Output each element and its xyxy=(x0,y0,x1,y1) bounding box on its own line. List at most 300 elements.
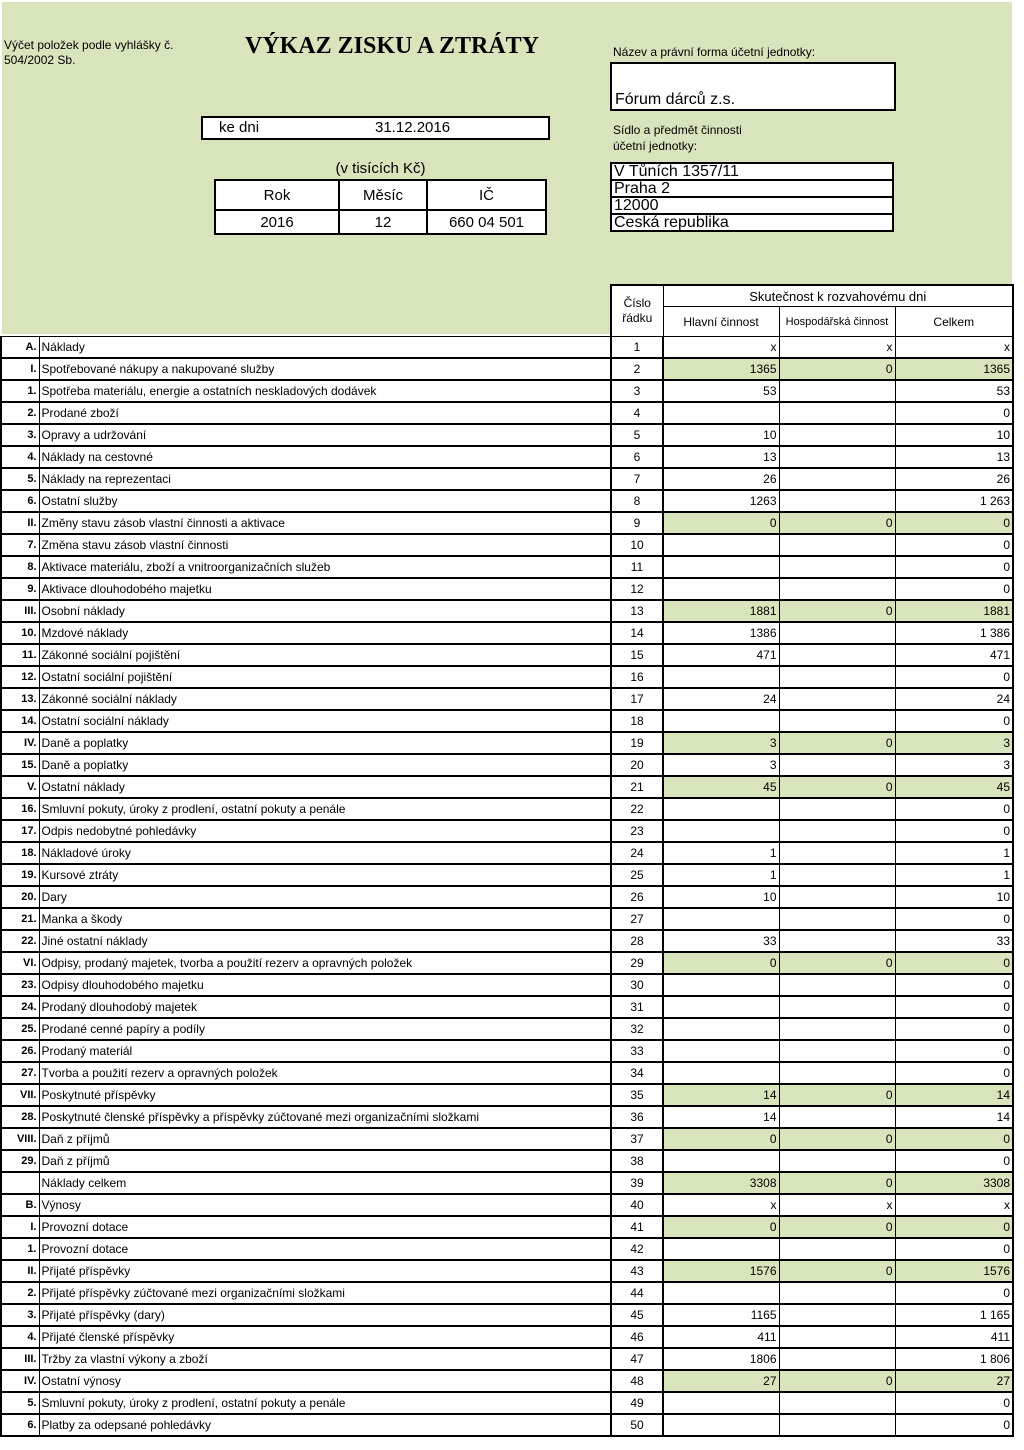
row-label: Aktivace materiálu, zboží a vnitroorganizačních služeb xyxy=(39,556,611,578)
table-row xyxy=(1,820,1013,842)
column-header-main: Hlavní činnost xyxy=(663,307,779,337)
row-label: Spotřeba materiálu, energie a ostatních neskladových dodávek xyxy=(39,380,611,402)
row-code: 1. xyxy=(1,380,39,402)
row-code: III. xyxy=(1,600,39,622)
value-main: 3 xyxy=(663,732,779,754)
row-code: 11. xyxy=(1,644,39,666)
table-row xyxy=(1,1018,1013,1040)
table-row xyxy=(1,512,1013,534)
value-economic xyxy=(779,886,895,908)
value-main xyxy=(663,908,779,930)
row-label: Ostatní výnosy xyxy=(39,1370,611,1392)
header-spacer xyxy=(39,307,611,337)
period-id-table xyxy=(214,179,547,235)
value-main xyxy=(663,1062,779,1084)
row-number: 11 xyxy=(611,556,663,578)
value-total: 14 xyxy=(895,1084,1013,1106)
row-code: 20. xyxy=(1,886,39,908)
row-number: 3 xyxy=(611,380,663,402)
value-economic xyxy=(779,490,895,512)
value-main: 27 xyxy=(663,1370,779,1392)
row-label: Tržby za vlastní výkony a zboží xyxy=(39,1348,611,1370)
row-label: Přijaté členské příspěvky xyxy=(39,1326,611,1348)
value-economic: 0 xyxy=(779,732,895,754)
row-number: 6 xyxy=(611,446,663,468)
value-economic xyxy=(779,864,895,886)
value-main xyxy=(663,578,779,600)
row-number: 23 xyxy=(611,820,663,842)
row-label: Poskytnuté příspěvky xyxy=(39,1084,611,1106)
seat-label xyxy=(613,122,742,154)
row-number: 20 xyxy=(611,754,663,776)
table-row xyxy=(1,468,1013,490)
value-main: 0 xyxy=(663,512,779,534)
row-code: VI. xyxy=(1,952,39,974)
table-row xyxy=(1,908,1013,930)
value-economic xyxy=(779,930,895,952)
value-main: x xyxy=(663,337,779,359)
date-value: 31.12.2016 xyxy=(375,119,451,136)
table-row xyxy=(1,358,1013,380)
value-total: 14 xyxy=(895,1106,1013,1128)
value-main: 14 xyxy=(663,1084,779,1106)
value-total: 0 xyxy=(895,1150,1013,1172)
value-economic: 0 xyxy=(779,776,895,798)
row-code: 3. xyxy=(1,1304,39,1326)
row-code: 6. xyxy=(1,1414,39,1436)
row-code: I. xyxy=(1,1216,39,1238)
value-total: 0 xyxy=(895,1238,1013,1260)
value-economic: x xyxy=(779,1194,895,1216)
row-code: A. xyxy=(1,337,39,359)
value-total: 1 xyxy=(895,864,1013,886)
value-total: 1 386 xyxy=(895,622,1013,644)
value-main: 10 xyxy=(663,886,779,908)
table-row xyxy=(1,402,1013,424)
table-row xyxy=(1,1172,1013,1194)
value-economic xyxy=(779,1304,895,1326)
value-economic xyxy=(779,754,895,776)
entity-name-label: Název a právní forma účetní jednotky: xyxy=(613,45,816,59)
table-row xyxy=(1,1216,1013,1238)
value-total: 13 xyxy=(895,446,1013,468)
seat-label-line-2: účetní jednotky: xyxy=(613,139,698,153)
row-code: VIII. xyxy=(1,1128,39,1150)
value-economic: 0 xyxy=(779,600,895,622)
row-number: 15 xyxy=(611,644,663,666)
table-row xyxy=(1,1282,1013,1304)
value-total: 0 xyxy=(895,974,1013,996)
value-total: 0 xyxy=(895,1062,1013,1084)
value-total: 24 xyxy=(895,688,1013,710)
value-economic xyxy=(779,842,895,864)
row-label: Zákonné sociální pojištění xyxy=(39,644,611,666)
value-main: 471 xyxy=(663,644,779,666)
row-label: Smluvní pokuty, úroky z prodlení, ostatní pokuty a penále xyxy=(39,798,611,820)
value-main xyxy=(663,1414,779,1436)
row-code: III. xyxy=(1,1348,39,1370)
row-number: 18 xyxy=(611,710,663,732)
table-row xyxy=(1,1348,1013,1370)
row-label: Nákladové úroky xyxy=(39,842,611,864)
value-total: x xyxy=(895,1194,1013,1216)
row-number: 10 xyxy=(611,534,663,556)
row-label: Změna stavu zásob vlastní činnosti xyxy=(39,534,611,556)
value-economic xyxy=(779,908,895,930)
value-total: 1576 xyxy=(895,1260,1013,1282)
row-code: 21. xyxy=(1,908,39,930)
row-label: Smluvní pokuty, úroky z prodlení, ostatní pokuty a penále xyxy=(39,1392,611,1414)
value-main: 1165 xyxy=(663,1304,779,1326)
value-main: 33 xyxy=(663,930,779,952)
value-total: 10 xyxy=(895,424,1013,446)
value-main: 13 xyxy=(663,446,779,468)
table-row xyxy=(1,688,1013,710)
table-row xyxy=(1,886,1013,908)
value-main: 1263 xyxy=(663,490,779,512)
value-main: 1806 xyxy=(663,1348,779,1370)
row-number: 24 xyxy=(611,842,663,864)
decree-note: Výčet položek podle vyhlášky č. 504/2002 Sb. xyxy=(4,38,174,67)
row-code: 6. xyxy=(1,490,39,512)
value-economic xyxy=(779,578,895,600)
value-total: 0 xyxy=(895,534,1013,556)
row-number: 38 xyxy=(611,1150,663,1172)
row-label: Aktivace dlouhodobého majetku xyxy=(39,578,611,600)
table-row xyxy=(1,1370,1013,1392)
value-economic xyxy=(779,1238,895,1260)
row-code: 28. xyxy=(1,1106,39,1128)
value-main: 0 xyxy=(663,952,779,974)
row-label: Přijaté příspěvky (dary) xyxy=(39,1304,611,1326)
row-code: 24. xyxy=(1,996,39,1018)
row-label: Prodaný materiál xyxy=(39,1040,611,1062)
row-number: 28 xyxy=(611,930,663,952)
value-total: 1881 xyxy=(895,600,1013,622)
value-economic xyxy=(779,402,895,424)
row-label: Daně a poplatky xyxy=(39,732,611,754)
row-number: 19 xyxy=(611,732,663,754)
value-economic xyxy=(779,1282,895,1304)
value-economic xyxy=(779,644,895,666)
row-number: 16 xyxy=(611,666,663,688)
table-row xyxy=(1,1392,1013,1414)
table-row xyxy=(1,1084,1013,1106)
row-code: 5. xyxy=(1,1392,39,1414)
value-economic xyxy=(779,688,895,710)
row-code: 27. xyxy=(1,1062,39,1084)
value-total: 33 xyxy=(895,930,1013,952)
row-number: 4 xyxy=(611,402,663,424)
value-economic xyxy=(779,1062,895,1084)
row-label: Přijaté příspěvky xyxy=(39,1260,611,1282)
row-label: Provozní dotace xyxy=(39,1238,611,1260)
row-number: 31 xyxy=(611,996,663,1018)
value-economic xyxy=(779,446,895,468)
row-code: 10. xyxy=(1,622,39,644)
row-number: 43 xyxy=(611,1260,663,1282)
row-code: 5. xyxy=(1,468,39,490)
row-label: Opravy a udržování xyxy=(39,424,611,446)
row-label: Jiné ostatní náklady xyxy=(39,930,611,952)
row-code: 3. xyxy=(1,424,39,446)
row-label: Zákonné sociální náklady xyxy=(39,688,611,710)
row-code: 2. xyxy=(1,402,39,424)
value-main: 0 xyxy=(663,1216,779,1238)
value-total: 53 xyxy=(895,380,1013,402)
value-total: 471 xyxy=(895,644,1013,666)
value-economic: 0 xyxy=(779,1260,895,1282)
row-label: Náklady na reprezentaci xyxy=(39,468,611,490)
row-label: Platby za odepsané pohledávky xyxy=(39,1414,611,1436)
value-main xyxy=(663,1040,779,1062)
row-code: 7. xyxy=(1,534,39,556)
row-number: 47 xyxy=(611,1348,663,1370)
value-main: 411 xyxy=(663,1326,779,1348)
value-economic: 0 xyxy=(779,358,895,380)
date-box xyxy=(201,116,550,140)
value-total: 1365 xyxy=(895,358,1013,380)
value-main: 1386 xyxy=(663,622,779,644)
units-label: (v tisících Kč) xyxy=(335,160,426,177)
row-code: 4. xyxy=(1,1326,39,1348)
value-economic: 0 xyxy=(779,512,895,534)
table-row xyxy=(1,798,1013,820)
rok-label: Rok xyxy=(215,180,339,210)
value-main: 1 xyxy=(663,842,779,864)
value-total: 3308 xyxy=(895,1172,1013,1194)
value-total: 0 xyxy=(895,1018,1013,1040)
table-row xyxy=(1,556,1013,578)
row-label: Provozní dotace xyxy=(39,1216,611,1238)
value-main: 10 xyxy=(663,424,779,446)
value-total: 26 xyxy=(895,468,1013,490)
row-label: Prodaný dlouhodobý majetek xyxy=(39,996,611,1018)
value-main xyxy=(663,1238,779,1260)
table-row xyxy=(1,996,1013,1018)
row-label: Náklady na cestovné xyxy=(39,446,611,468)
value-economic xyxy=(779,1392,895,1414)
row-number: 2 xyxy=(611,358,663,380)
address-table xyxy=(610,162,894,232)
value-economic xyxy=(779,1348,895,1370)
row-code xyxy=(1,1172,39,1194)
value-main xyxy=(663,710,779,732)
table-row xyxy=(1,666,1013,688)
value-economic xyxy=(779,1326,895,1348)
table-row xyxy=(1,622,1013,644)
table-row xyxy=(1,1040,1013,1062)
value-economic xyxy=(779,1018,895,1040)
column-group-header: Skutečnost k rozvahovému dni xyxy=(663,285,1013,307)
table-row xyxy=(1,1150,1013,1172)
row-number: 12 xyxy=(611,578,663,600)
value-total: 3 xyxy=(895,732,1013,754)
value-main xyxy=(663,666,779,688)
column-header-row-number: Číslo řádku xyxy=(611,285,663,337)
table-row xyxy=(1,600,1013,622)
header-spacer xyxy=(1,307,39,337)
row-code: 2. xyxy=(1,1282,39,1304)
row-code: II. xyxy=(1,1260,39,1282)
value-economic xyxy=(779,534,895,556)
table-row xyxy=(1,1326,1013,1348)
table-row xyxy=(1,490,1013,512)
row-code: 12. xyxy=(1,666,39,688)
row-code: 18. xyxy=(1,842,39,864)
row-code: 25. xyxy=(1,1018,39,1040)
row-label: Osobní náklady xyxy=(39,600,611,622)
value-main xyxy=(663,820,779,842)
value-main xyxy=(663,974,779,996)
row-number: 17 xyxy=(611,688,663,710)
value-economic: 0 xyxy=(779,1370,895,1392)
row-number: 34 xyxy=(611,1062,663,1084)
value-main: 45 xyxy=(663,776,779,798)
value-main xyxy=(663,556,779,578)
row-number: 36 xyxy=(611,1106,663,1128)
row-code: 1. xyxy=(1,1238,39,1260)
value-main xyxy=(663,1282,779,1304)
seat-label-line-1: Sídlo a předmět činnosti xyxy=(613,123,742,137)
value-total: 1 165 xyxy=(895,1304,1013,1326)
value-economic xyxy=(779,974,895,996)
row-number: 50 xyxy=(611,1414,663,1436)
value-economic: 0 xyxy=(779,1128,895,1150)
value-main xyxy=(663,1392,779,1414)
value-total: 0 xyxy=(895,908,1013,930)
value-economic: 0 xyxy=(779,952,895,974)
row-label: Dary xyxy=(39,886,611,908)
value-economic xyxy=(779,996,895,1018)
value-main xyxy=(663,402,779,424)
row-number: 27 xyxy=(611,908,663,930)
row-number: 26 xyxy=(611,886,663,908)
table-row xyxy=(1,1106,1013,1128)
row-code: 29. xyxy=(1,1150,39,1172)
value-main xyxy=(663,1018,779,1040)
row-label: Tvorba a použití rezerv a opravných položek xyxy=(39,1062,611,1084)
row-label: Změny stavu zásob vlastní činnosti a aktivace xyxy=(39,512,611,534)
value-economic xyxy=(779,468,895,490)
row-code: B. xyxy=(1,1194,39,1216)
row-number: 30 xyxy=(611,974,663,996)
value-economic: 0 xyxy=(779,1172,895,1194)
row-code: 4. xyxy=(1,446,39,468)
row-label: Odpisy dlouhodobého majetku xyxy=(39,974,611,996)
row-number: 33 xyxy=(611,1040,663,1062)
row-code: 9. xyxy=(1,578,39,600)
value-total: 0 xyxy=(895,996,1013,1018)
mesic-value: 12 xyxy=(339,210,427,234)
value-economic xyxy=(779,424,895,446)
value-total: 0 xyxy=(895,512,1013,534)
value-total: 1 xyxy=(895,842,1013,864)
value-economic xyxy=(779,556,895,578)
table-row xyxy=(1,842,1013,864)
value-main: 3308 xyxy=(663,1172,779,1194)
value-economic xyxy=(779,622,895,644)
row-number: 7 xyxy=(611,468,663,490)
date-label: ke dni xyxy=(219,119,260,136)
row-code: 17. xyxy=(1,820,39,842)
row-label: Odpisy, prodaný majetek, tvorba a použití rezerv a opravných položek xyxy=(39,952,611,974)
value-total: 1 806 xyxy=(895,1348,1013,1370)
row-number: 29 xyxy=(611,952,663,974)
row-label: Daň z příjmů xyxy=(39,1128,611,1150)
value-economic xyxy=(779,1106,895,1128)
row-label: Ostatní sociální náklady xyxy=(39,710,611,732)
profit-loss-table xyxy=(0,284,1014,1437)
value-total: 10 xyxy=(895,886,1013,908)
value-total: 1 263 xyxy=(895,490,1013,512)
row-number: 9 xyxy=(611,512,663,534)
table-row xyxy=(1,1062,1013,1084)
row-number: 41 xyxy=(611,1216,663,1238)
row-code: 8. xyxy=(1,556,39,578)
table-row xyxy=(1,710,1013,732)
table-row xyxy=(1,644,1013,666)
row-label: Kursové ztráty xyxy=(39,864,611,886)
table-row xyxy=(1,864,1013,886)
value-total: 0 xyxy=(895,820,1013,842)
value-economic xyxy=(779,1414,895,1436)
row-number: 22 xyxy=(611,798,663,820)
row-code: I. xyxy=(1,358,39,380)
row-label: Prodané zboží xyxy=(39,402,611,424)
row-number: 25 xyxy=(611,864,663,886)
value-economic xyxy=(779,380,895,402)
table-row xyxy=(1,1414,1013,1436)
value-total: 27 xyxy=(895,1370,1013,1392)
value-main xyxy=(663,996,779,1018)
table-row xyxy=(1,380,1013,402)
value-economic xyxy=(779,1150,895,1172)
value-economic: 0 xyxy=(779,1084,895,1106)
value-main: 24 xyxy=(663,688,779,710)
table-row xyxy=(1,732,1013,754)
row-label: Odpis nedobytné pohledávky xyxy=(39,820,611,842)
value-main xyxy=(663,1150,779,1172)
address-line: 12000 xyxy=(611,197,893,214)
value-total: 0 xyxy=(895,798,1013,820)
table-row xyxy=(1,337,1013,359)
mesic-label: Měsíc xyxy=(339,180,427,210)
value-main xyxy=(663,534,779,556)
row-label: Přijaté příspěvky zúčtované mezi organizačními složkami xyxy=(39,1282,611,1304)
row-code: 15. xyxy=(1,754,39,776)
table-row xyxy=(1,1260,1013,1282)
table-row xyxy=(1,424,1013,446)
table-row xyxy=(1,446,1013,468)
value-total: 0 xyxy=(895,402,1013,424)
rok-value: 2016 xyxy=(215,210,339,234)
value-total: 0 xyxy=(895,666,1013,688)
value-total: 45 xyxy=(895,776,1013,798)
address-line: Česká republika xyxy=(611,214,893,231)
header-spacer xyxy=(1,285,39,307)
value-economic xyxy=(779,710,895,732)
value-total: 0 xyxy=(895,1282,1013,1304)
table-row xyxy=(1,1194,1013,1216)
value-total: 0 xyxy=(895,1392,1013,1414)
ic-value: 660 04 501 xyxy=(427,210,546,234)
address-line: Praha 2 xyxy=(611,180,893,197)
value-economic: x xyxy=(779,337,895,359)
row-label: Náklady xyxy=(39,337,611,359)
row-number: 39 xyxy=(611,1172,663,1194)
row-label: Ostatní sociální pojištění xyxy=(39,666,611,688)
